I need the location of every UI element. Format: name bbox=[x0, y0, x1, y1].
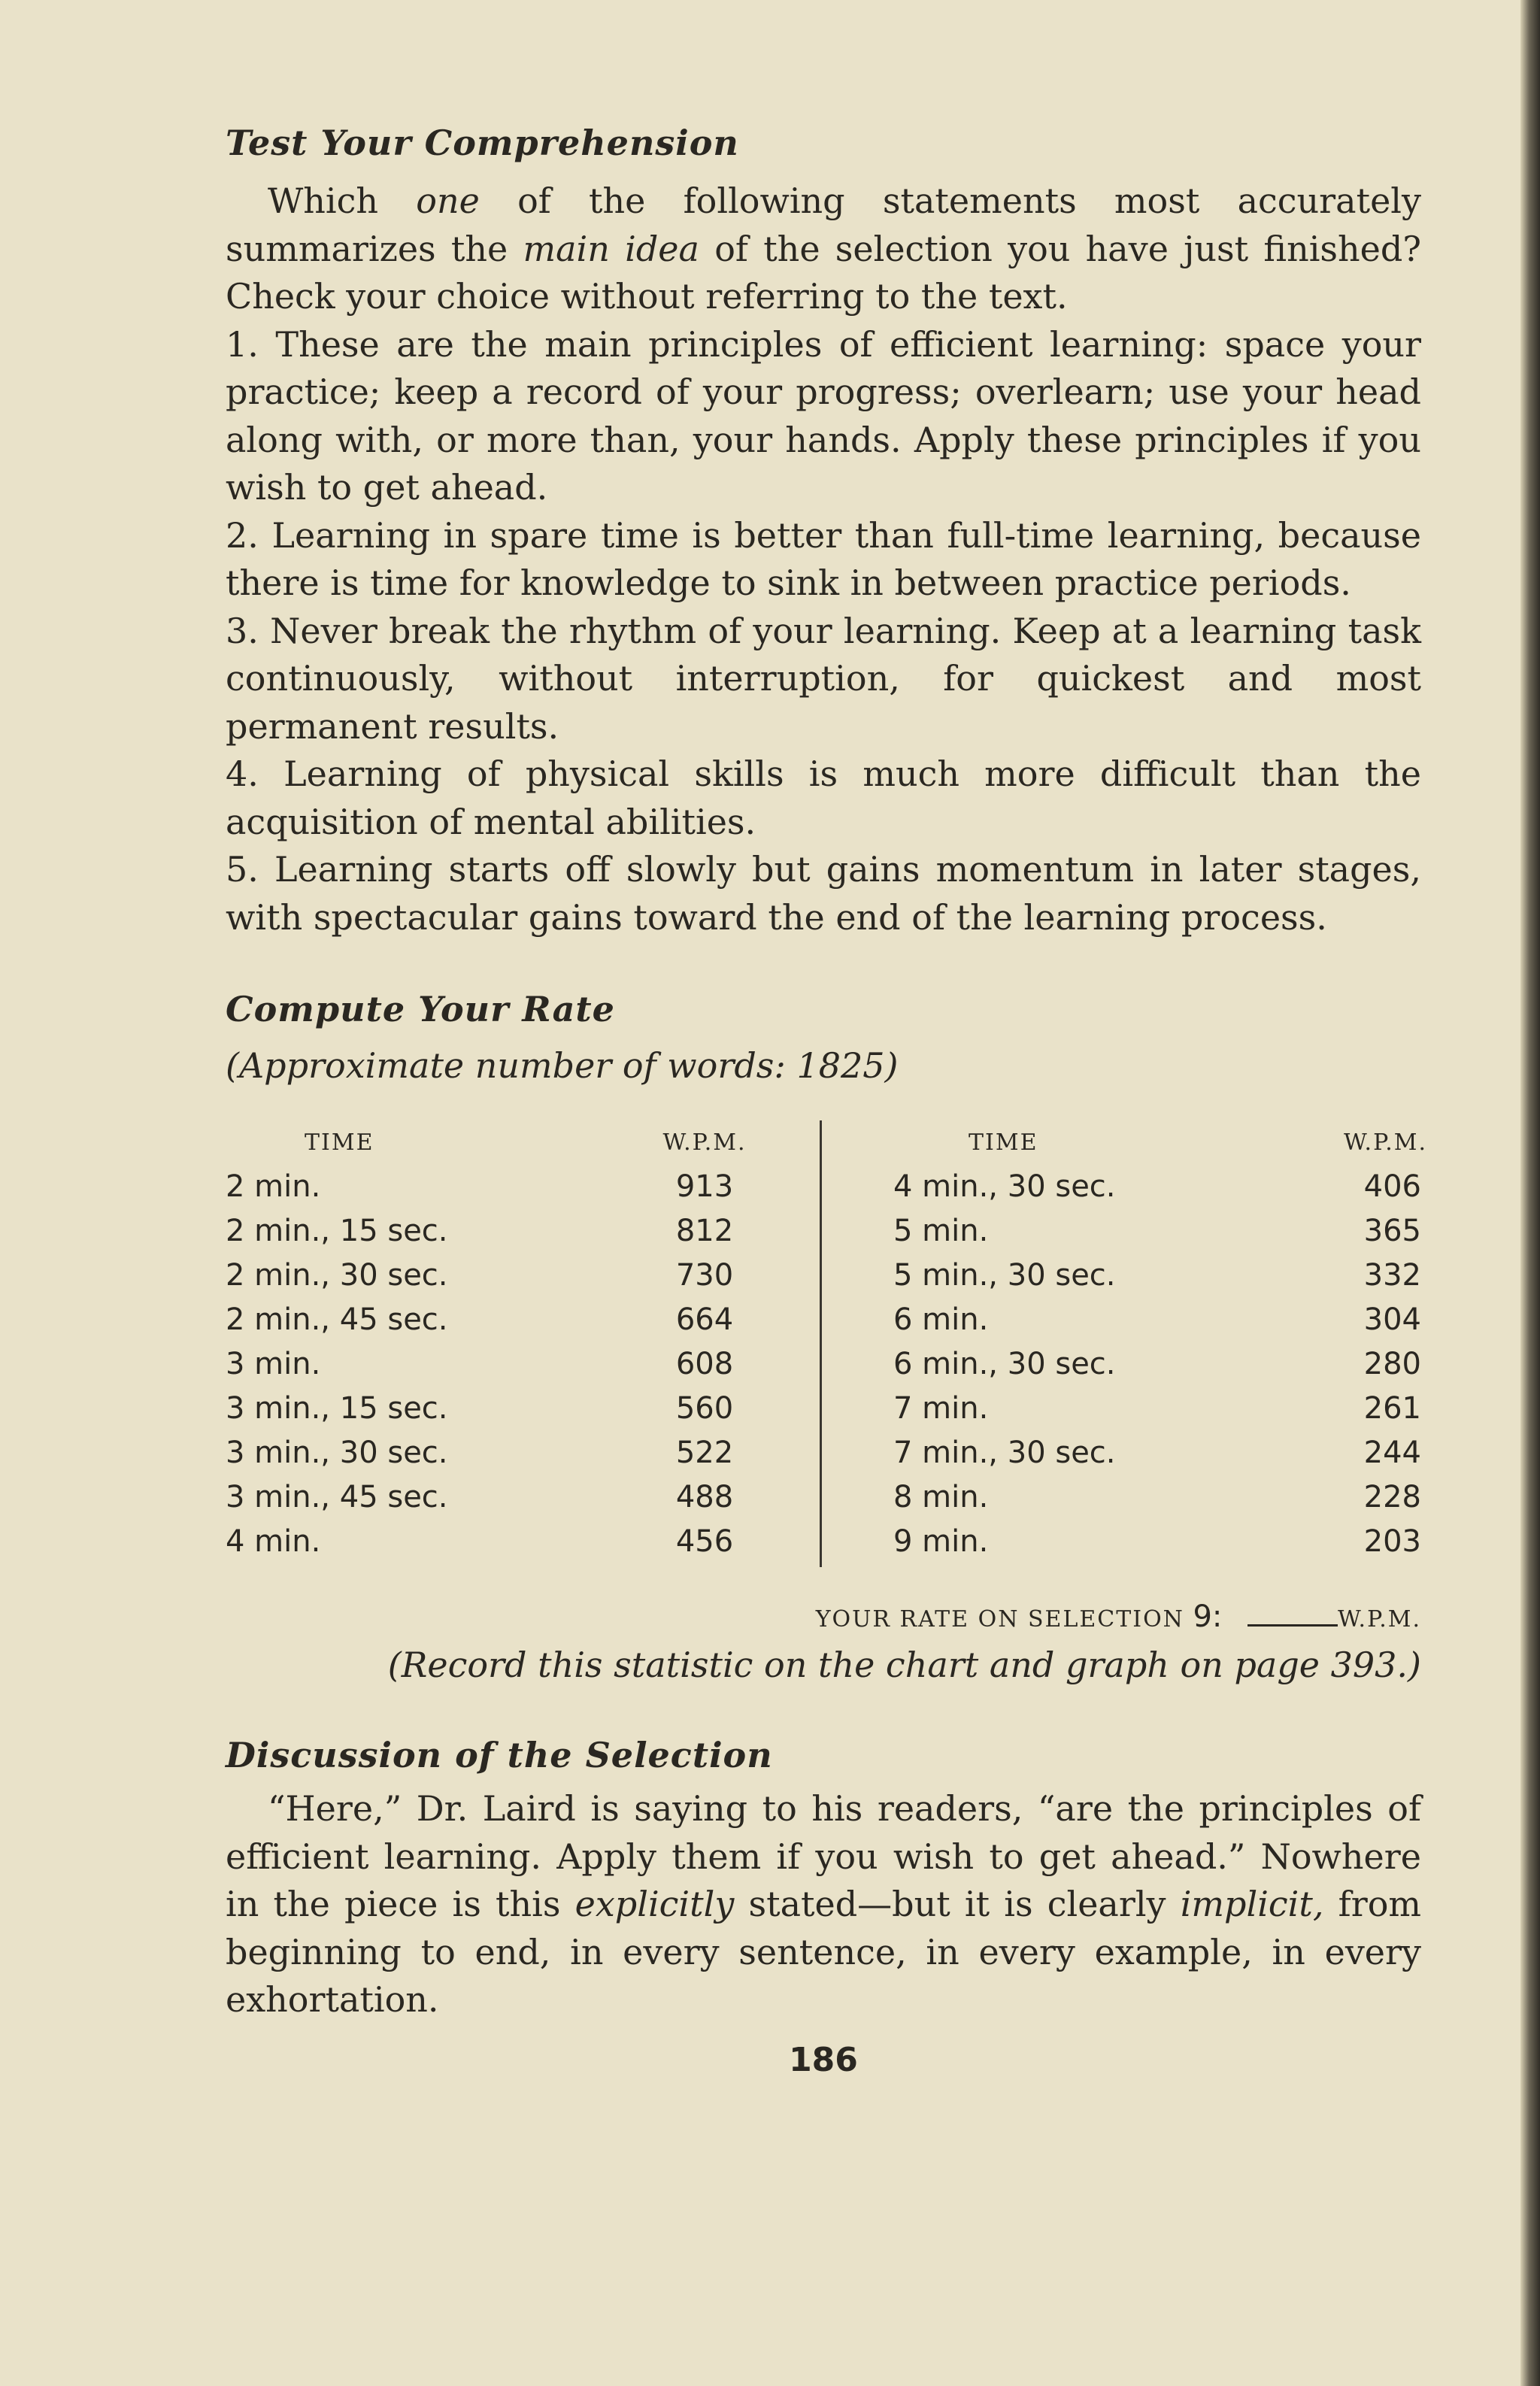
cell-time: 6 min., 30 sec. bbox=[893, 1347, 1116, 1381]
page-number: 186 bbox=[789, 2040, 858, 2079]
cell-wpm: 304 bbox=[1363, 1302, 1421, 1337]
discussion-text: “Here,” Dr. Laird is saying to his readers, “are the principles of efficient learning. Apply them if you wish to get ahead.” Nowhere in the piece is this explicitly stated—but it is clearly implicit, from beginning to end, in every sentence, in every example, in every exhortation. bbox=[226, 1788, 1422, 2020]
cell-wpm: 488 bbox=[675, 1480, 734, 1514]
option-4[interactable]: 4. Learning of physical skills is much more difficult than the acquisition of mental abilities. bbox=[226, 753, 1421, 842]
table-row bbox=[226, 1342, 827, 1387]
cell-time: 6 min. bbox=[893, 1302, 989, 1337]
table-row bbox=[893, 1475, 1421, 1520]
header-wpm: W.P.M. bbox=[662, 1129, 747, 1156]
cell-wpm: 406 bbox=[1363, 1169, 1421, 1204]
approx-words: (Approximate number of words: 1825) bbox=[226, 1045, 899, 1086]
option-5[interactable]: 5. Learning starts off slowly but gains momentum in later stages, with spectacular gains toward the end of the learning process. bbox=[226, 849, 1421, 938]
table-row bbox=[226, 1165, 827, 1209]
table-row bbox=[893, 1298, 1421, 1342]
table-row bbox=[226, 1209, 827, 1254]
cell-wpm: 261 bbox=[1363, 1391, 1421, 1426]
table-header bbox=[226, 1120, 827, 1165]
table-row bbox=[893, 1209, 1421, 1254]
cell-wpm: 244 bbox=[1363, 1436, 1421, 1470]
cell-time: 3 min., 15 sec. bbox=[226, 1391, 448, 1426]
rate-blank-field[interactable] bbox=[1247, 1596, 1338, 1627]
your-rate-line bbox=[226, 1594, 1421, 1642]
rate-heading: Compute Your Rate bbox=[226, 989, 615, 1029]
table-row bbox=[226, 1520, 827, 1564]
book-page bbox=[226, 113, 1427, 2083]
cell-time: 2 min. bbox=[226, 1169, 321, 1204]
cell-wpm: 560 bbox=[675, 1391, 734, 1426]
cell-time: 2 min., 30 sec. bbox=[226, 1258, 448, 1293]
cell-time: 9 min. bbox=[893, 1524, 989, 1559]
discussion-heading: Discussion of the Selection bbox=[226, 1735, 773, 1775]
cell-wpm: 608 bbox=[675, 1347, 734, 1381]
table-row bbox=[893, 1387, 1421, 1431]
cell-time: 3 min., 45 sec. bbox=[226, 1480, 448, 1514]
option-2[interactable]: 2. Learning in spare time is better than full-time learning, because there is time for knowledge to sink in between practice periods. bbox=[226, 514, 1421, 603]
rate-table-right bbox=[893, 1120, 1427, 1564]
cell-time: 7 min. bbox=[893, 1391, 989, 1426]
comprehension-prompt: Which one of the following statements most accurately summarizes the main idea of the selection you have just finished? Check your choice without referring to the text. bbox=[226, 180, 1421, 317]
cell-time: 8 min. bbox=[893, 1480, 989, 1514]
wpm-suffix: W.P.M. bbox=[1337, 1606, 1421, 1633]
cell-wpm: 913 bbox=[675, 1169, 734, 1204]
cell-wpm: 203 bbox=[1363, 1524, 1421, 1559]
book-spine-shadow bbox=[1520, 0, 1540, 2386]
table-row bbox=[893, 1520, 1421, 1564]
option-1[interactable]: 1. These are the main principles of efficient learning: space your practice; keep a record of your progress; overlearn; use your head along with, or more than, your hands. Apply these principles if you wish to get ahead. bbox=[226, 323, 1421, 508]
selection-number: 9: bbox=[1193, 1599, 1223, 1634]
table-row bbox=[893, 1342, 1421, 1387]
rate-table-left bbox=[226, 1120, 827, 1564]
cell-wpm: 456 bbox=[675, 1524, 734, 1559]
cell-time: 4 min., 30 sec. bbox=[893, 1169, 1116, 1204]
table-row bbox=[226, 1431, 827, 1475]
table-row bbox=[226, 1254, 827, 1298]
your-rate-label: YOUR RATE ON SELECTION bbox=[815, 1606, 1184, 1633]
cell-wpm: 664 bbox=[675, 1302, 734, 1337]
table-row bbox=[893, 1431, 1421, 1475]
cell-time: 7 min., 30 sec. bbox=[893, 1436, 1116, 1470]
header-wpm: W.P.M. bbox=[1343, 1129, 1427, 1156]
cell-time: 2 min., 15 sec. bbox=[226, 1214, 448, 1248]
record-note: (Record this statistic on the chart and graph on page 393.) bbox=[387, 1645, 1421, 1685]
cell-wpm: 812 bbox=[675, 1214, 734, 1248]
cell-wpm: 522 bbox=[675, 1436, 734, 1470]
cell-wpm: 280 bbox=[1363, 1347, 1421, 1381]
cell-wpm: 228 bbox=[1363, 1480, 1421, 1514]
cell-time: 3 min. bbox=[226, 1347, 321, 1381]
table-header bbox=[893, 1120, 1427, 1165]
cell-wpm: 332 bbox=[1363, 1258, 1421, 1293]
cell-time: 5 min., 30 sec. bbox=[893, 1258, 1116, 1293]
table-row bbox=[226, 1387, 827, 1431]
option-3[interactable]: 3. Never break the rhythm of your learning. Keep at a learning task continuously, without interruption, for quickest and most permanent results. bbox=[226, 610, 1421, 747]
table-divider bbox=[820, 1120, 822, 1567]
rate-table bbox=[226, 1120, 1427, 1567]
header-time: TIME bbox=[305, 1129, 374, 1156]
table-row bbox=[893, 1254, 1421, 1298]
table-row bbox=[226, 1475, 827, 1520]
table-row bbox=[893, 1165, 1421, 1209]
table-row bbox=[226, 1298, 827, 1342]
header-time: TIME bbox=[969, 1129, 1038, 1156]
cell-time: 3 min., 30 sec. bbox=[226, 1436, 448, 1470]
cell-wpm: 365 bbox=[1363, 1214, 1421, 1248]
comprehension-options bbox=[226, 321, 1421, 942]
comprehension-heading: Test Your Comprehension bbox=[226, 123, 739, 163]
section-gap bbox=[226, 941, 1421, 979]
cell-time: 2 min., 45 sec. bbox=[226, 1302, 448, 1337]
cell-wpm: 730 bbox=[675, 1258, 734, 1293]
cell-time: 4 min. bbox=[226, 1524, 321, 1559]
cell-time: 5 min. bbox=[893, 1214, 989, 1248]
